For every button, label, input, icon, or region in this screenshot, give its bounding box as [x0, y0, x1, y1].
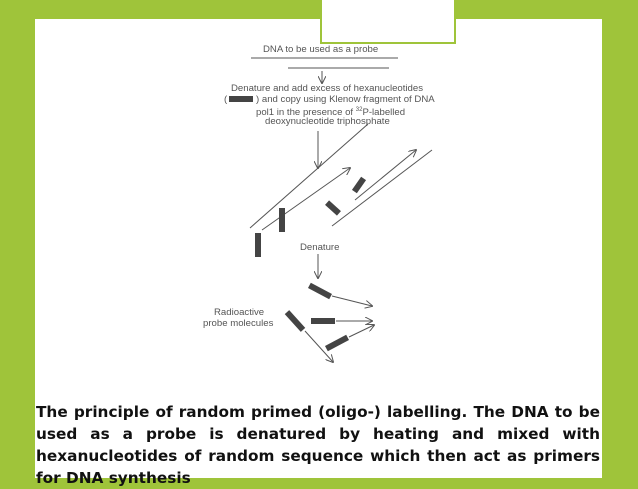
probe-strand [349, 325, 374, 337]
slide-caption: The principle of random primed (oligo-) labelling. The DNA to be used as a probe is denatured by heating and mixed with hexanucleotides of random sequence which then act as primers for DNA synthesis [36, 403, 600, 487]
strand-right-new [355, 150, 416, 200]
step1-line3-prefix: pol1 in the presence of [256, 107, 356, 119]
probe-block [285, 310, 306, 332]
probe-block [308, 283, 332, 300]
probe-strand [332, 296, 372, 306]
step1-line2-prefix: ( [224, 94, 228, 105]
probe-block [311, 318, 335, 324]
result-label-line1: Radioactive [214, 307, 265, 318]
primer-block [279, 208, 285, 232]
primer-block [255, 233, 261, 257]
diagram-title: DNA to be used as a probe [263, 44, 379, 55]
primer-block [352, 177, 366, 194]
strand-right-template [332, 150, 432, 226]
primer-block [325, 200, 341, 215]
result-label-line2: probe molecules [203, 318, 274, 329]
strand-left-new [262, 168, 350, 230]
hexanucleotide-legend-block [229, 96, 253, 102]
step1-line2-suffix: ) and copy using Klenow fragment of DNA [256, 94, 435, 105]
step1-line3-superscript: 32 [355, 107, 363, 113]
step1-line1: Denature and add excess of hexanucleotides [231, 83, 424, 94]
step1-line3-suffix: P-labelled [362, 107, 406, 119]
probe-block [325, 335, 349, 352]
step2-label: Denature [300, 242, 340, 253]
step1-line4: deoxynucleotide triphosphate [265, 116, 390, 127]
